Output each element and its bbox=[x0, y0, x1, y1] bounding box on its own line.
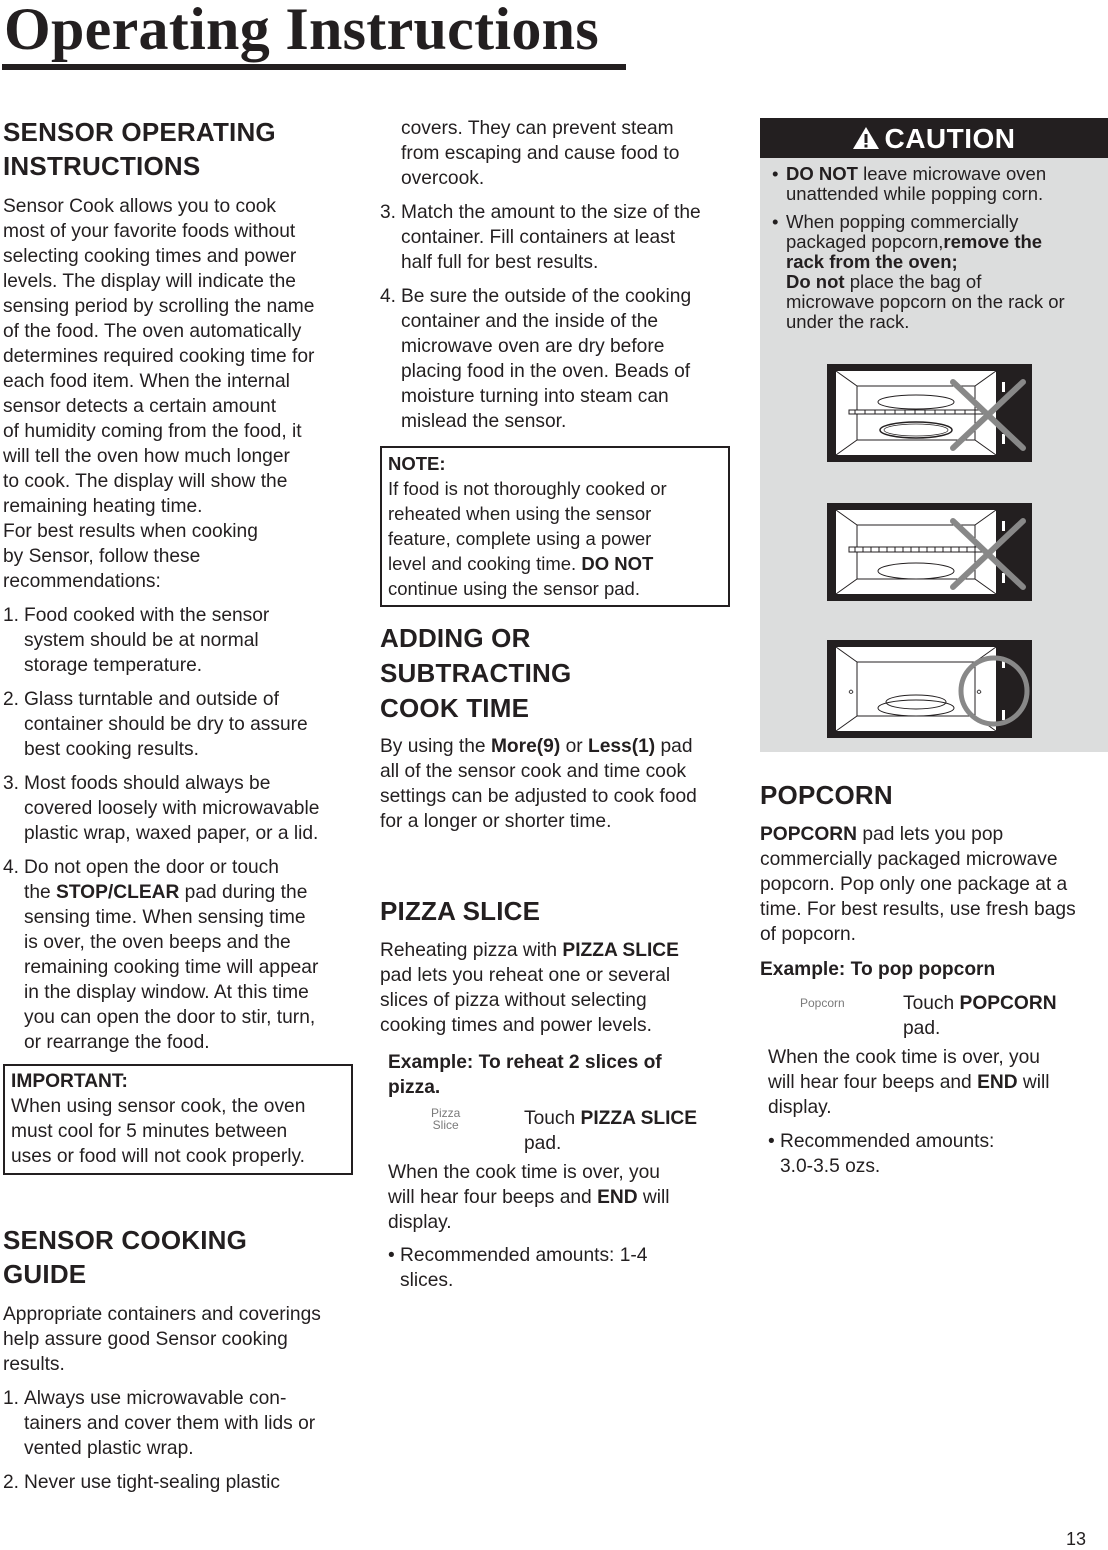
text-line: remaining heating time. bbox=[3, 496, 203, 517]
text-line: mislead the sensor. bbox=[401, 411, 567, 432]
text-line: Appropriate containers and coverings bbox=[3, 1304, 321, 1325]
text-line: display. bbox=[388, 1212, 452, 1233]
text-run: By using the bbox=[380, 736, 491, 757]
adding-body bbox=[380, 734, 730, 834]
text-run: Reheating pizza with bbox=[380, 940, 563, 961]
text-line: cooking times and power levels. bbox=[380, 1015, 652, 1036]
text-line: Most foods should always be bbox=[24, 773, 271, 794]
stop-clear-pad-ref: STOP/CLEAR bbox=[56, 882, 180, 903]
important-box bbox=[3, 1064, 353, 1175]
text-run: POPCORN bbox=[959, 993, 1057, 1014]
text-line: sensor detects a certain amount bbox=[3, 396, 277, 417]
title-rule bbox=[2, 64, 626, 70]
text-line: in the display window. At this time bbox=[24, 982, 309, 1003]
text-line bbox=[786, 164, 1100, 184]
sensor-operating-intro bbox=[3, 194, 353, 594]
text-line: Food cooked with the sensor bbox=[24, 605, 270, 626]
text-line bbox=[380, 734, 730, 759]
example-heading bbox=[388, 1050, 730, 1100]
text-line: determines required cooking time for bbox=[3, 346, 315, 367]
text-run: place the bag of bbox=[844, 271, 982, 292]
text-line: Match the amount to the size of the bbox=[401, 202, 701, 223]
text-line: 3.0-3.5 ozs. bbox=[780, 1156, 881, 1177]
text-run: will bbox=[1017, 1072, 1050, 1093]
list-number: 2. bbox=[3, 689, 20, 710]
caution-title: CAUTION bbox=[884, 123, 1016, 154]
text-line: pad. bbox=[903, 1018, 941, 1039]
text-line: Example: To reheat 2 slices of bbox=[388, 1052, 662, 1073]
sensor-guide-list-continued bbox=[380, 116, 730, 434]
text-run: Do not bbox=[786, 271, 845, 292]
pad-label-line: Slice bbox=[432, 1118, 459, 1132]
text-run: the bbox=[24, 882, 57, 903]
list-item bbox=[3, 687, 353, 762]
text-line bbox=[388, 551, 722, 576]
text-line: container. Fill containers at least bbox=[401, 227, 676, 248]
caution-body bbox=[760, 158, 1108, 332]
sensor-guide-heading bbox=[3, 1223, 353, 1291]
text-run: DO NOT bbox=[581, 553, 654, 574]
sensor-guide-list bbox=[3, 1386, 353, 1495]
text-line: you can open the door to stir, turn, bbox=[24, 1007, 316, 1028]
heading-line: GUIDE bbox=[3, 1259, 87, 1289]
heading-line: SENSOR OPERATING bbox=[3, 117, 276, 147]
bullet-dot: • bbox=[768, 1131, 775, 1152]
text-line bbox=[760, 822, 1108, 847]
column-2 bbox=[380, 116, 730, 1293]
text-line: results. bbox=[3, 1354, 65, 1375]
text-run: level and cooking time. bbox=[388, 553, 582, 574]
pizza-slice-pad[interactable] bbox=[431, 1107, 460, 1131]
popcorn-heading: POPCORN bbox=[760, 780, 893, 810]
popcorn-pad-ref: POPCORN bbox=[760, 824, 858, 845]
bullet-dot: • bbox=[772, 211, 779, 232]
note-label: NOTE: bbox=[388, 453, 446, 474]
list-item bbox=[380, 200, 730, 275]
text-run: remove the bbox=[943, 231, 1043, 252]
text-run: pad during the bbox=[179, 882, 308, 903]
popcorn-done bbox=[760, 1045, 1108, 1120]
text-line: Sensor Cook allows you to cook bbox=[3, 196, 277, 217]
text-line: When using sensor cook, the oven bbox=[11, 1096, 306, 1117]
text-line: display. bbox=[768, 1097, 832, 1118]
oven-illustration-correct bbox=[827, 640, 1032, 738]
text-line: microwave oven are dry before bbox=[401, 336, 665, 357]
heading-line: ADDING OR bbox=[380, 623, 531, 653]
text-line: plastic wrap, waxed paper, or a lid. bbox=[24, 823, 319, 844]
popcorn-body bbox=[760, 822, 1108, 947]
text-line: from escaping and cause food to bbox=[401, 143, 680, 164]
text-line: storage temperature. bbox=[24, 655, 203, 676]
text-line: must cool for 5 minutes between bbox=[11, 1121, 288, 1142]
text-line: of humidity coming from the food, it bbox=[3, 421, 302, 442]
list-item bbox=[3, 771, 353, 846]
text-run: END bbox=[597, 1187, 638, 1208]
oven-illustration-prohibited bbox=[827, 503, 1032, 601]
text-run: pad bbox=[655, 736, 693, 757]
text-line: each food item. When the internal bbox=[3, 371, 290, 392]
text-line: commercially packaged microwave bbox=[760, 849, 1058, 870]
text-line bbox=[903, 991, 1057, 1016]
text-line: Always use microwavable con- bbox=[24, 1388, 287, 1409]
pizza-step bbox=[388, 1106, 730, 1156]
text-line: settings can be adjusted to cook food bbox=[380, 786, 697, 807]
text-line bbox=[786, 232, 1100, 252]
pizza-example bbox=[380, 1050, 730, 1293]
text-line: system should be at normal bbox=[24, 630, 259, 651]
text-line: is over, the oven beeps and the bbox=[24, 932, 291, 953]
list-number: 4. bbox=[380, 286, 397, 307]
popcorn-example-heading: Example: To pop popcorn bbox=[760, 959, 996, 980]
popcorn-touch-instruction bbox=[903, 991, 1057, 1041]
pizza-heading: PIZZA SLICE bbox=[380, 896, 541, 926]
column-3 bbox=[760, 778, 1108, 1179]
text-line: slices. bbox=[400, 1270, 454, 1291]
page-title: Operating Instructions bbox=[4, 0, 599, 62]
text-line: unattended while popping corn. bbox=[786, 183, 1044, 204]
note-box bbox=[380, 446, 730, 607]
text-line: tainers and cover them with lids or bbox=[24, 1413, 316, 1434]
text-line: continue using the sensor pad. bbox=[388, 578, 640, 599]
text-line: of popcorn. bbox=[760, 924, 857, 945]
text-line: help assure good Sensor cooking bbox=[3, 1329, 288, 1350]
text-line: microwave popcorn on the rack or bbox=[786, 291, 1065, 312]
text-line: Never use tight-sealing plastic bbox=[24, 1472, 280, 1493]
sensor-guide-intro bbox=[3, 1302, 353, 1377]
text-line: covers. They can prevent steam bbox=[401, 118, 674, 139]
caution-bullet bbox=[766, 164, 1100, 204]
text-line: When the cook time is over, you bbox=[388, 1162, 660, 1183]
text-line: most of your favorite foods without bbox=[3, 221, 296, 242]
text-line: Be sure the outside of the cooking bbox=[401, 286, 692, 307]
sensor-recommendations-list bbox=[3, 603, 353, 1055]
text-line: For best results when cooking bbox=[3, 521, 258, 542]
text-line: popcorn. Pop only one package at a bbox=[760, 874, 1068, 895]
text-line: pad lets you reheat one or several bbox=[380, 965, 671, 986]
text-line bbox=[524, 1106, 697, 1131]
text-line: vented plastic wrap. bbox=[24, 1438, 194, 1459]
text-line bbox=[24, 880, 353, 905]
text-line: Do not open the door or touch bbox=[24, 857, 279, 878]
text-line: reheated when using the sensor bbox=[388, 503, 652, 524]
list-item bbox=[3, 1386, 353, 1461]
text-run: packaged popcorn, bbox=[786, 231, 944, 252]
warning-icon bbox=[852, 126, 880, 150]
text-line: recommendations: bbox=[3, 571, 161, 592]
caution-panel bbox=[760, 118, 1108, 752]
text-line: or rearrange the food. bbox=[24, 1032, 210, 1053]
bullet-dot: • bbox=[388, 1245, 395, 1266]
text-line bbox=[768, 1070, 1108, 1095]
text-line: container should be dry to assure bbox=[24, 714, 308, 735]
pizza-body bbox=[380, 938, 730, 1038]
more-pad-ref: More(9) bbox=[490, 736, 561, 757]
list-number: 1. bbox=[3, 605, 20, 626]
text-line: When popping commercially bbox=[786, 211, 1019, 232]
popcorn-step bbox=[760, 991, 1108, 1041]
text-run: pad lets you pop bbox=[857, 824, 1004, 845]
text-line: pad. bbox=[524, 1133, 562, 1154]
heading-line: SUBTRACTING bbox=[380, 658, 572, 688]
text-line: levels. The display will indicate the bbox=[3, 271, 296, 292]
adding-heading bbox=[380, 621, 730, 726]
text-line bbox=[786, 272, 1100, 292]
list-item bbox=[3, 603, 353, 678]
text-line: best cooking results. bbox=[24, 739, 199, 760]
text-line: sensing period by scrolling the name bbox=[3, 296, 315, 317]
text-line bbox=[380, 938, 730, 963]
text-line: uses or food will not cook properly. bbox=[11, 1146, 305, 1167]
text-line: sensing time. When sensing time bbox=[24, 907, 306, 928]
page-number: 13 bbox=[1065, 1529, 1086, 1549]
text-line: selecting cooking times and power bbox=[3, 246, 297, 267]
list-item bbox=[3, 1470, 353, 1495]
popcorn-pad[interactable]: Popcorn bbox=[800, 996, 845, 1010]
text-line: If food is not thoroughly cooked or bbox=[388, 478, 667, 499]
list-item bbox=[380, 284, 730, 434]
text-line: container and the inside of the bbox=[401, 311, 659, 332]
text-line: moisture turning into steam can bbox=[401, 386, 669, 407]
text-line: all of the sensor cook and time cook bbox=[380, 761, 687, 782]
pad-label-line: Pizza bbox=[431, 1106, 461, 1120]
text-line: of the food. The oven automatically bbox=[3, 321, 302, 342]
text-line: remaining cooking time will appear bbox=[24, 957, 319, 978]
text-line: half full for best results. bbox=[401, 252, 599, 273]
text-line: for a longer or shorter time. bbox=[380, 811, 612, 832]
list-item bbox=[380, 116, 730, 191]
text-run: leave microwave oven bbox=[857, 163, 1047, 184]
text-line: by Sensor, follow these bbox=[3, 546, 201, 567]
heading-line: COOK TIME bbox=[380, 693, 530, 723]
oven-illustration-prohibited bbox=[827, 364, 1032, 462]
important-label: IMPORTANT: bbox=[11, 1071, 128, 1092]
pizza-recommended bbox=[388, 1243, 730, 1293]
text-run: Touch bbox=[903, 993, 960, 1014]
text-line: When the cook time is over, you bbox=[768, 1047, 1040, 1068]
text-line: will tell the oven how much longer bbox=[3, 446, 290, 467]
text-line: Recommended amounts: 1-4 bbox=[400, 1245, 648, 1266]
column-1 bbox=[3, 115, 353, 1495]
text-line: overcook. bbox=[401, 168, 485, 189]
text-line: covered loosely with microwavable bbox=[24, 798, 320, 819]
text-line: placing food in the oven. Beads of bbox=[401, 361, 691, 382]
caution-bullet bbox=[766, 212, 1100, 332]
text-run: DO NOT bbox=[786, 163, 858, 184]
bullet-dot: • bbox=[772, 163, 779, 184]
text-line: slices of pizza without selecting bbox=[380, 990, 647, 1011]
pizza-touch-instruction bbox=[524, 1106, 697, 1156]
less-pad-ref: Less(1) bbox=[587, 736, 656, 757]
popcorn-recommended bbox=[768, 1129, 1108, 1179]
text-line: rack from the oven; bbox=[786, 251, 958, 272]
text-run: Touch bbox=[524, 1108, 581, 1129]
heading-line: SENSOR COOKING bbox=[3, 1225, 248, 1255]
list-number: 3. bbox=[380, 202, 397, 223]
list-number: 4. bbox=[3, 857, 20, 878]
pizza-done bbox=[388, 1160, 730, 1235]
text-run: will hear four beeps and bbox=[388, 1187, 598, 1208]
pizza-pad-ref: PIZZA SLICE bbox=[562, 940, 679, 961]
list-item bbox=[3, 855, 353, 1055]
text-run: PIZZA SLICE bbox=[580, 1108, 698, 1129]
text-line: feature, complete using a power bbox=[388, 528, 652, 549]
text-run: will bbox=[637, 1187, 670, 1208]
sensor-operating-heading bbox=[3, 115, 353, 183]
text-line bbox=[388, 1185, 730, 1210]
heading-line: INSTRUCTIONS bbox=[3, 151, 201, 181]
list-number: 1. bbox=[3, 1388, 20, 1409]
caution-header bbox=[760, 118, 1108, 158]
text-line: Glass turntable and outside of bbox=[24, 689, 279, 710]
text-line: to cook. The display will show the bbox=[3, 471, 288, 492]
list-number: 3. bbox=[3, 773, 20, 794]
text-line: pizza. bbox=[388, 1077, 441, 1098]
text-line: time. For best results, use fresh bags bbox=[760, 899, 1076, 920]
text-run: or bbox=[560, 736, 588, 757]
text-line: Recommended amounts: bbox=[780, 1131, 995, 1152]
text-run: END bbox=[977, 1072, 1018, 1093]
text-line: under the rack. bbox=[786, 311, 910, 332]
text-run: will hear four beeps and bbox=[768, 1072, 978, 1093]
list-number: 2. bbox=[3, 1472, 20, 1493]
